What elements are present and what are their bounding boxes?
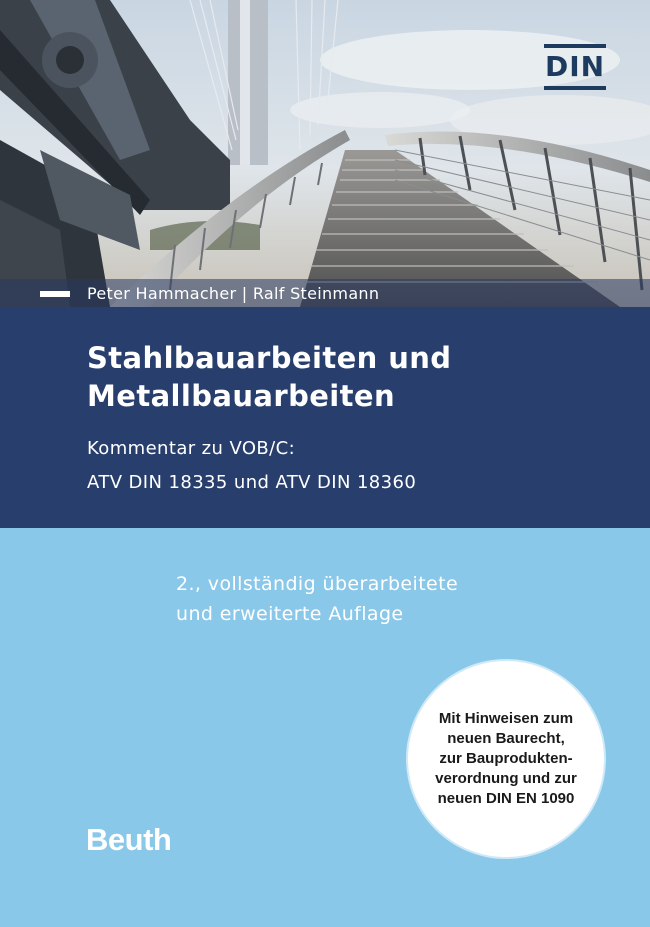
subtitle-line-2: ATV DIN 18335 und ATV DIN 18360 [87, 472, 417, 493]
edition-note [176, 569, 458, 629]
authors: Peter Hammacher | Ralf Steinmann [87, 284, 380, 303]
subtitle-line-1: Kommentar zu VOB/C: [87, 438, 296, 459]
din-logo [544, 44, 606, 92]
edition-line-2: und erweiterte Auflage [176, 603, 404, 625]
info-badge [408, 661, 604, 857]
din-logo-text: DIN [544, 50, 606, 83]
badge-line-2: neuen Baurecht, [447, 730, 565, 747]
din-logo-top-bar [544, 44, 606, 48]
author-dash [40, 291, 70, 297]
badge-line-1: Mit Hinweisen zum [438, 710, 574, 727]
title-line-1: Stahlbauarbeiten und [87, 341, 452, 375]
edition-line-1: 2., vollständig überarbeitete [176, 573, 459, 595]
book-title [87, 339, 451, 415]
title-line-2: Metallbauarbeiten [87, 379, 396, 413]
publisher-logo: Beuth [86, 822, 172, 857]
badge-text [421, 709, 591, 809]
badge-line-5: neuen DIN EN 1090 [437, 790, 575, 807]
din-logo-bottom-bar [544, 86, 606, 90]
badge-line-3: zur Bauprodukten- [439, 750, 573, 767]
badge-line-4: verordnung und zur [435, 770, 577, 787]
book-subtitle [87, 432, 416, 500]
